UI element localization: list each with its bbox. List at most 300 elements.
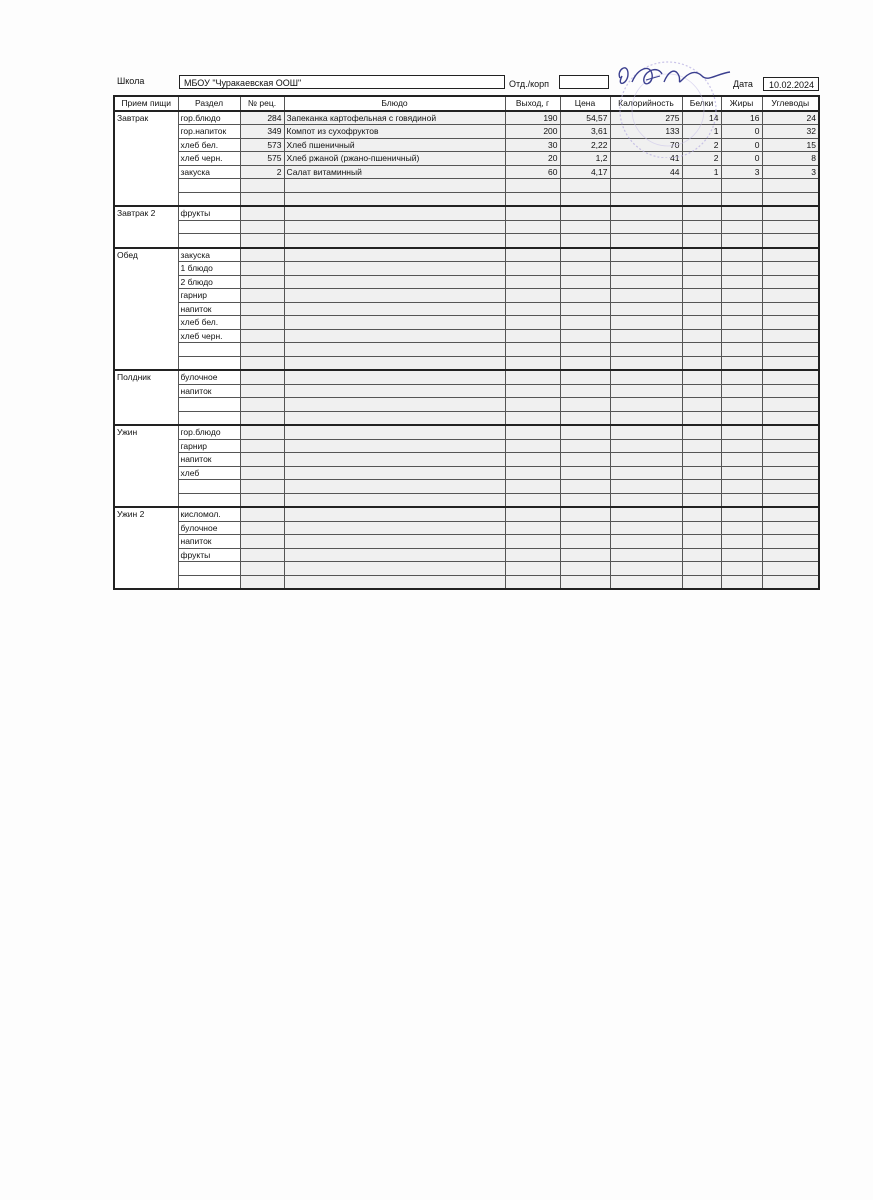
recipe-cell xyxy=(240,220,284,234)
table-row xyxy=(114,234,819,248)
price-cell xyxy=(560,356,610,370)
table-row xyxy=(114,535,819,549)
table-row xyxy=(114,425,819,439)
yield-cell xyxy=(505,548,560,562)
protein-cell xyxy=(682,370,721,384)
fat-cell xyxy=(721,507,762,521)
kcal-cell: 41 xyxy=(610,152,682,166)
section-cell: хлеб xyxy=(178,466,240,480)
dish-cell xyxy=(284,289,505,303)
recipe-cell xyxy=(240,453,284,467)
signature-stamp-icon xyxy=(598,48,748,158)
fat-cell xyxy=(721,575,762,589)
table-row xyxy=(114,439,819,453)
price-cell xyxy=(560,316,610,330)
kcal-cell xyxy=(610,302,682,316)
carbs-cell xyxy=(762,370,819,384)
section-cell: булочное xyxy=(178,521,240,535)
kcal-cell xyxy=(610,575,682,589)
fat-cell: 0 xyxy=(721,125,762,139)
kcal-cell xyxy=(610,329,682,343)
recipe-cell xyxy=(240,493,284,507)
table-row xyxy=(114,289,819,303)
recipe-cell xyxy=(240,206,284,220)
protein-cell xyxy=(682,192,721,206)
table-row xyxy=(114,398,819,412)
section-cell xyxy=(178,179,240,193)
dish-cell xyxy=(284,453,505,467)
kcal-cell xyxy=(610,248,682,262)
dish-cell xyxy=(284,316,505,330)
recipe-cell: 2 xyxy=(240,165,284,179)
table-row xyxy=(114,179,819,193)
yield-cell xyxy=(505,343,560,357)
yield-cell: 60 xyxy=(505,165,560,179)
price-cell xyxy=(560,275,610,289)
recipe-cell xyxy=(240,521,284,535)
table-row xyxy=(114,548,819,562)
dish-cell xyxy=(284,192,505,206)
table-row xyxy=(114,521,819,535)
fat-cell: 16 xyxy=(721,111,762,125)
kcal-cell xyxy=(610,343,682,357)
section-cell xyxy=(178,398,240,412)
kcal-cell xyxy=(610,562,682,576)
fat-cell xyxy=(721,425,762,439)
kcal-cell xyxy=(610,370,682,384)
meal-cell: Завтрак 2 xyxy=(114,206,178,248)
fat-cell xyxy=(721,535,762,549)
fat-cell xyxy=(721,179,762,193)
dish-cell xyxy=(284,206,505,220)
section-cell: закуска xyxy=(178,165,240,179)
yield-cell xyxy=(505,275,560,289)
dish-cell xyxy=(284,425,505,439)
recipe-cell xyxy=(240,356,284,370)
table-row xyxy=(114,343,819,357)
recipe-cell xyxy=(240,411,284,425)
section-cell xyxy=(178,220,240,234)
carbs-cell xyxy=(762,411,819,425)
protein-cell xyxy=(682,535,721,549)
meal-cell: Обед xyxy=(114,248,178,371)
dish-cell: Хлеб ржаной (ржано-пшеничный) xyxy=(284,152,505,166)
col-header: Прием пищи xyxy=(114,96,178,111)
fat-cell xyxy=(721,329,762,343)
section-cell: напиток xyxy=(178,453,240,467)
dish-cell xyxy=(284,384,505,398)
kcal-cell xyxy=(610,316,682,330)
fat-cell xyxy=(721,493,762,507)
section-cell: 1 блюдо xyxy=(178,262,240,276)
carbs-cell xyxy=(762,398,819,412)
carbs-cell xyxy=(762,179,819,193)
price-cell xyxy=(560,384,610,398)
dish-cell: Хлеб пшеничный xyxy=(284,138,505,152)
col-header: Белки xyxy=(682,96,721,111)
recipe-cell xyxy=(240,548,284,562)
carbs-cell xyxy=(762,548,819,562)
recipe-cell: 284 xyxy=(240,111,284,125)
price-cell xyxy=(560,507,610,521)
fat-cell: 0 xyxy=(721,138,762,152)
yield-cell xyxy=(505,384,560,398)
dish-cell xyxy=(284,548,505,562)
yield-cell xyxy=(505,206,560,220)
price-cell xyxy=(560,302,610,316)
carbs-cell: 24 xyxy=(762,111,819,125)
yield-cell: 200 xyxy=(505,125,560,139)
price-cell xyxy=(560,493,610,507)
section-cell: булочное xyxy=(178,370,240,384)
price-cell xyxy=(560,535,610,549)
carbs-cell xyxy=(762,329,819,343)
kcal-cell xyxy=(610,480,682,494)
table-row xyxy=(114,493,819,507)
protein-cell xyxy=(682,548,721,562)
fat-cell xyxy=(721,343,762,357)
section-cell: хлеб черн. xyxy=(178,152,240,166)
fat-cell xyxy=(721,302,762,316)
recipe-cell xyxy=(240,316,284,330)
section-cell: гор.блюдо xyxy=(178,111,240,125)
price-cell xyxy=(560,248,610,262)
yield-cell xyxy=(505,562,560,576)
fat-cell xyxy=(721,220,762,234)
kcal-cell xyxy=(610,356,682,370)
dish-cell xyxy=(284,398,505,412)
yield-cell xyxy=(505,521,560,535)
protein-cell xyxy=(682,384,721,398)
section-cell: гор.блюдо xyxy=(178,425,240,439)
price-cell: 2,22 xyxy=(560,138,610,152)
price-cell xyxy=(560,262,610,276)
price-cell xyxy=(560,398,610,412)
section-cell: фрукты xyxy=(178,206,240,220)
carbs-cell xyxy=(762,302,819,316)
fat-cell xyxy=(721,316,762,330)
date-label: Дата xyxy=(733,79,753,89)
protein-cell xyxy=(682,275,721,289)
carbs-cell: 8 xyxy=(762,152,819,166)
fat-cell xyxy=(721,275,762,289)
recipe-cell xyxy=(240,329,284,343)
section-cell xyxy=(178,356,240,370)
fat-cell xyxy=(721,384,762,398)
kcal-cell xyxy=(610,466,682,480)
school-label: Школа xyxy=(117,76,145,86)
protein-cell xyxy=(682,480,721,494)
section-cell xyxy=(178,575,240,589)
price-cell xyxy=(560,411,610,425)
meal-cell: Полдник xyxy=(114,370,178,425)
table-row xyxy=(114,507,819,521)
protein-cell: 2 xyxy=(682,152,721,166)
protein-cell xyxy=(682,316,721,330)
price-cell xyxy=(560,439,610,453)
price-cell xyxy=(560,562,610,576)
dish-cell xyxy=(284,466,505,480)
dish-cell xyxy=(284,521,505,535)
price-cell xyxy=(560,521,610,535)
kcal-cell xyxy=(610,535,682,549)
price-cell xyxy=(560,179,610,193)
table-row xyxy=(114,165,819,179)
yield-cell xyxy=(505,439,560,453)
recipe-cell xyxy=(240,535,284,549)
recipe-cell xyxy=(240,179,284,193)
carbs-cell xyxy=(762,275,819,289)
recipe-cell xyxy=(240,398,284,412)
dish-cell xyxy=(284,275,505,289)
recipe-cell xyxy=(240,248,284,262)
protein-cell xyxy=(682,329,721,343)
dish-cell xyxy=(284,248,505,262)
section-cell: закуска xyxy=(178,248,240,262)
dish-cell xyxy=(284,220,505,234)
table-row xyxy=(114,562,819,576)
recipe-cell: 573 xyxy=(240,138,284,152)
dish-cell xyxy=(284,562,505,576)
carbs-cell xyxy=(762,220,819,234)
yield-cell xyxy=(505,398,560,412)
protein-cell xyxy=(682,262,721,276)
table-row xyxy=(114,302,819,316)
section-cell: напиток xyxy=(178,535,240,549)
yield-cell xyxy=(505,302,560,316)
col-header: № рец. xyxy=(240,96,284,111)
recipe-cell xyxy=(240,192,284,206)
section-cell: напиток xyxy=(178,302,240,316)
carbs-cell xyxy=(762,289,819,303)
price-cell xyxy=(560,234,610,248)
table-row xyxy=(114,192,819,206)
dish-cell: Компот из сухофруктов xyxy=(284,125,505,139)
section-cell xyxy=(178,493,240,507)
section-cell: хлеб бел. xyxy=(178,316,240,330)
carbs-cell xyxy=(762,439,819,453)
carbs-cell: 32 xyxy=(762,125,819,139)
section-cell: гарнир xyxy=(178,289,240,303)
dish-cell xyxy=(284,262,505,276)
section-cell: хлеб бел. xyxy=(178,138,240,152)
table-row xyxy=(114,480,819,494)
carbs-cell xyxy=(762,535,819,549)
yield-cell xyxy=(505,535,560,549)
fat-cell xyxy=(721,453,762,467)
price-cell: 1,2 xyxy=(560,152,610,166)
protein-cell xyxy=(682,356,721,370)
table-row xyxy=(114,384,819,398)
section-cell: 2 блюдо xyxy=(178,275,240,289)
protein-cell xyxy=(682,453,721,467)
price-cell xyxy=(560,192,610,206)
recipe-cell: 575 xyxy=(240,152,284,166)
price-cell xyxy=(560,548,610,562)
protein-cell xyxy=(682,425,721,439)
protein-cell: 2 xyxy=(682,138,721,152)
yield-cell xyxy=(505,466,560,480)
protein-cell xyxy=(682,248,721,262)
section-cell xyxy=(178,234,240,248)
kcal-cell: 133 xyxy=(610,125,682,139)
date-field: 10.02.2024 xyxy=(763,77,819,91)
dish-cell xyxy=(284,575,505,589)
section-cell: гарнир xyxy=(178,439,240,453)
kcal-cell xyxy=(610,206,682,220)
col-header: Углеводы xyxy=(762,96,819,111)
kcal-cell xyxy=(610,234,682,248)
protein-cell xyxy=(682,343,721,357)
recipe-cell xyxy=(240,343,284,357)
table-row xyxy=(114,275,819,289)
yield-cell xyxy=(505,480,560,494)
section-cell xyxy=(178,480,240,494)
recipe-cell xyxy=(240,302,284,316)
fat-cell: 3 xyxy=(721,165,762,179)
table-row xyxy=(114,370,819,384)
section-cell: кисломол. xyxy=(178,507,240,521)
kcal-cell xyxy=(610,262,682,276)
carbs-cell xyxy=(762,343,819,357)
carbs-cell xyxy=(762,507,819,521)
meal-cell: Завтрак xyxy=(114,111,178,207)
carbs-cell xyxy=(762,562,819,576)
protein-cell xyxy=(682,302,721,316)
kcal-cell xyxy=(610,220,682,234)
fat-cell: 0 xyxy=(721,152,762,166)
protein-cell xyxy=(682,562,721,576)
section-cell: фрукты xyxy=(178,548,240,562)
yield-cell xyxy=(505,425,560,439)
fat-cell xyxy=(721,480,762,494)
col-header: Жиры xyxy=(721,96,762,111)
yield-cell xyxy=(505,493,560,507)
dish-cell xyxy=(284,302,505,316)
dish-cell xyxy=(284,179,505,193)
recipe-cell xyxy=(240,575,284,589)
section-cell xyxy=(178,562,240,576)
kcal-cell xyxy=(610,398,682,412)
recipe-cell xyxy=(240,439,284,453)
carbs-cell xyxy=(762,575,819,589)
protein-cell xyxy=(682,521,721,535)
dept-label: Отд./корп xyxy=(509,79,549,89)
fat-cell xyxy=(721,439,762,453)
fat-cell xyxy=(721,289,762,303)
dish-cell xyxy=(284,439,505,453)
yield-cell xyxy=(505,575,560,589)
kcal-cell xyxy=(610,425,682,439)
fat-cell xyxy=(721,192,762,206)
price-cell: 3,61 xyxy=(560,125,610,139)
kcal-cell xyxy=(610,411,682,425)
fat-cell xyxy=(721,370,762,384)
table-row xyxy=(114,453,819,467)
price-cell xyxy=(560,329,610,343)
carbs-cell xyxy=(762,192,819,206)
fat-cell xyxy=(721,356,762,370)
yield-cell xyxy=(505,329,560,343)
yield-cell xyxy=(505,262,560,276)
dish-cell: Запеканка картофельная с говядиной xyxy=(284,111,505,125)
menu-body xyxy=(114,111,819,590)
yield-cell xyxy=(505,248,560,262)
dish-cell xyxy=(284,507,505,521)
table-row xyxy=(114,262,819,276)
kcal-cell xyxy=(610,439,682,453)
yield-cell xyxy=(505,179,560,193)
table-row xyxy=(114,206,819,220)
price-cell xyxy=(560,466,610,480)
table-row xyxy=(114,466,819,480)
carbs-cell xyxy=(762,248,819,262)
col-header: Выход, г xyxy=(505,96,560,111)
carbs-cell xyxy=(762,453,819,467)
carbs-cell xyxy=(762,262,819,276)
carbs-cell xyxy=(762,206,819,220)
carbs-cell xyxy=(762,384,819,398)
protein-cell: 14 xyxy=(682,111,721,125)
table-row xyxy=(114,248,819,262)
kcal-cell: 44 xyxy=(610,165,682,179)
yield-cell xyxy=(505,370,560,384)
dish-cell xyxy=(284,493,505,507)
recipe-cell xyxy=(240,480,284,494)
price-cell xyxy=(560,480,610,494)
recipe-cell xyxy=(240,425,284,439)
kcal-cell xyxy=(610,548,682,562)
menu-table xyxy=(113,95,820,590)
protein-cell xyxy=(682,507,721,521)
price-cell xyxy=(560,206,610,220)
section-cell: напиток xyxy=(178,384,240,398)
col-header: Раздел xyxy=(178,96,240,111)
recipe-cell: 349 xyxy=(240,125,284,139)
kcal-cell xyxy=(610,289,682,303)
table-row xyxy=(114,220,819,234)
recipe-cell xyxy=(240,262,284,276)
section-cell: гор.напиток xyxy=(178,125,240,139)
fat-cell xyxy=(721,562,762,576)
protein-cell xyxy=(682,411,721,425)
dish-cell xyxy=(284,329,505,343)
carbs-cell: 3 xyxy=(762,165,819,179)
yield-cell xyxy=(505,507,560,521)
kcal-cell: 275 xyxy=(610,111,682,125)
dish-cell xyxy=(284,480,505,494)
yield-cell xyxy=(505,356,560,370)
col-header: Цена xyxy=(560,96,610,111)
protein-cell xyxy=(682,206,721,220)
price-cell xyxy=(560,343,610,357)
carbs-cell xyxy=(762,493,819,507)
kcal-cell xyxy=(610,493,682,507)
protein-cell xyxy=(682,289,721,303)
school-name-field: МБОУ "Чуракаевская ООШ" xyxy=(179,75,505,89)
price-cell xyxy=(560,425,610,439)
dish-cell: Салат витаминный xyxy=(284,165,505,179)
protein-cell xyxy=(682,234,721,248)
fat-cell xyxy=(721,234,762,248)
carbs-cell xyxy=(762,466,819,480)
table-row xyxy=(114,411,819,425)
protein-cell xyxy=(682,439,721,453)
fat-cell xyxy=(721,548,762,562)
kcal-cell xyxy=(610,384,682,398)
protein-cell: 1 xyxy=(682,125,721,139)
recipe-cell xyxy=(240,562,284,576)
